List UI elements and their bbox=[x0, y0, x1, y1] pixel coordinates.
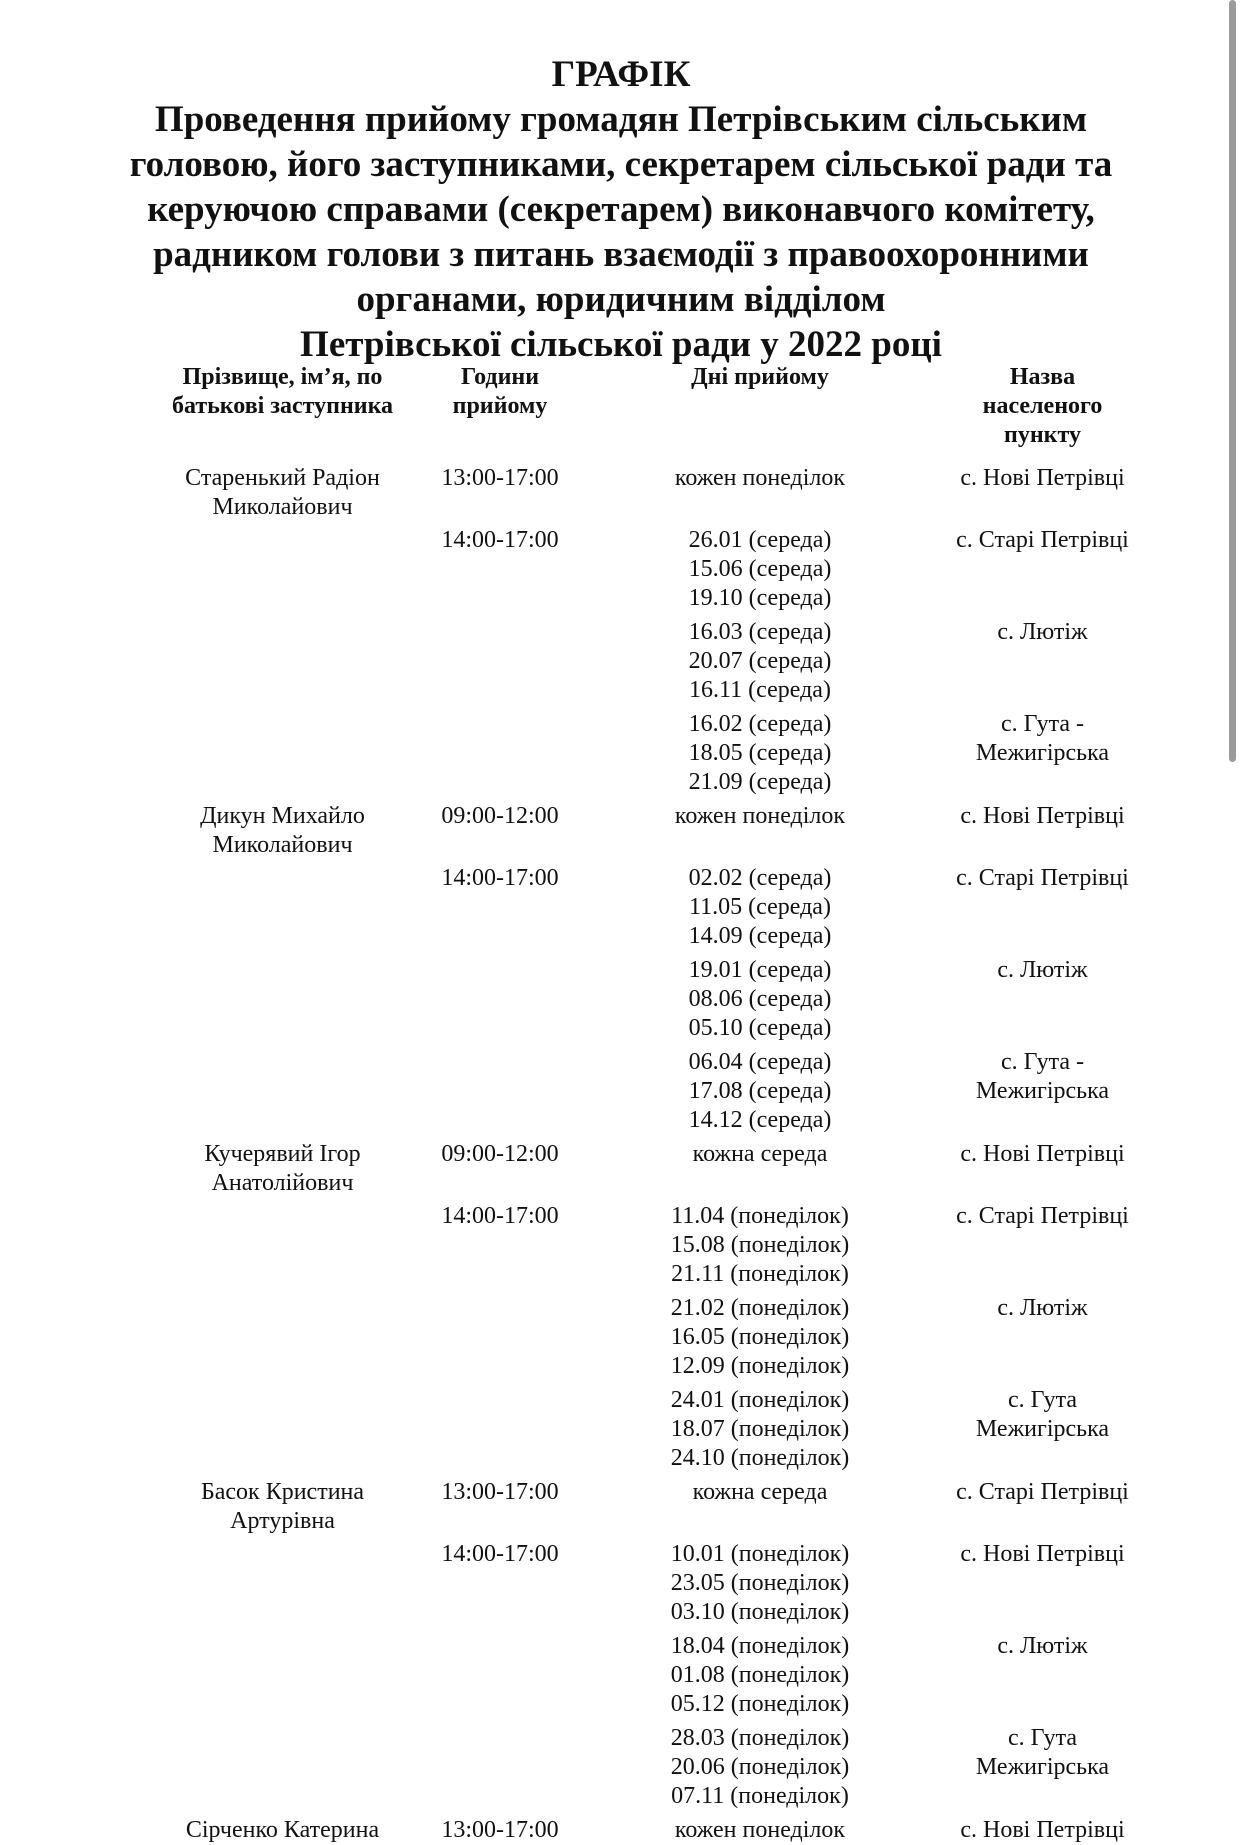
cell-text-line: 19.01 (середа) bbox=[688, 957, 832, 983]
column-header-line: населеного bbox=[982, 393, 1103, 419]
schedule-cell-place bbox=[910, 802, 1175, 831]
cell-text-line: с. Гута - bbox=[1000, 711, 1085, 737]
cell-text-line: 24.01 (понеділок) bbox=[670, 1387, 850, 1413]
title-line: органами, юридичним відділом bbox=[356, 279, 886, 320]
cell-text-line: 26.01 (середа) bbox=[688, 527, 832, 553]
cell-text-line: 03.10 (понеділок) bbox=[670, 1599, 850, 1625]
title-line: керуючою справами (секретарем) виконавчого комітету, bbox=[147, 189, 1095, 230]
cell-text-line: 24.10 (понеділок) bbox=[670, 1445, 850, 1471]
cell-text-line: 16.03 (середа) bbox=[688, 619, 832, 645]
schedule-cell-days bbox=[630, 1540, 890, 1627]
schedule-cell-place bbox=[910, 526, 1175, 555]
cell-text-line: 14:00-17:00 bbox=[441, 865, 559, 891]
schedule-cell-days bbox=[630, 802, 890, 831]
cell-text-line: 02.02 (середа) bbox=[688, 865, 832, 891]
title-line: ГРАФІК bbox=[551, 54, 691, 95]
schedule-cell-place bbox=[910, 1386, 1175, 1444]
cell-text-line: 14.09 (середа) bbox=[688, 923, 832, 949]
document-title bbox=[0, 52, 1242, 367]
column-header-place bbox=[910, 363, 1175, 450]
cell-text-line: Межигірська bbox=[975, 1754, 1110, 1780]
schedule-cell-days bbox=[630, 1294, 890, 1381]
cell-text-line: с. Старі Петрівці bbox=[956, 527, 1129, 553]
cell-text-line: Кучерявий Ігор bbox=[204, 1141, 361, 1167]
cell-text-line: 21.11 (понеділок) bbox=[671, 1261, 849, 1287]
schedule-cell-place bbox=[910, 1048, 1175, 1106]
schedule-cell-place bbox=[910, 1140, 1175, 1169]
cell-text-line: 13:00-17:00 bbox=[441, 1817, 559, 1843]
schedule-cell-name bbox=[150, 1816, 415, 1845]
schedule-cell-place bbox=[910, 464, 1175, 493]
cell-text-line: 21.09 (середа) bbox=[688, 769, 832, 795]
cell-text-line: 16.11 (середа) bbox=[689, 677, 831, 703]
cell-text-line: 09:00-12:00 bbox=[441, 1141, 559, 1167]
cell-text-line: кожен понеділок bbox=[674, 465, 846, 491]
title-line: радником голови з питань взаємодії з правоохоронними bbox=[153, 234, 1089, 275]
cell-text-line: Миколайович bbox=[212, 494, 353, 520]
column-header-line: Назва bbox=[1009, 364, 1076, 390]
cell-text-line: 16.05 (понеділок) bbox=[670, 1324, 850, 1350]
cell-text-line: 23.05 (понеділок) bbox=[670, 1570, 850, 1596]
schedule-cell-hours bbox=[420, 1202, 580, 1231]
cell-text-line: 12.09 (понеділок) bbox=[670, 1353, 850, 1379]
cell-text-line: 15.06 (середа) bbox=[688, 556, 832, 582]
schedule-cell-place bbox=[910, 864, 1175, 893]
cell-text-line: 06.04 (середа) bbox=[688, 1049, 832, 1075]
schedule-cell-place bbox=[910, 1540, 1175, 1569]
cell-text-line: Межигірська bbox=[975, 1078, 1110, 1104]
cell-text-line: 18.04 (понеділок) bbox=[670, 1633, 850, 1659]
schedule-cell-place bbox=[910, 1632, 1175, 1661]
schedule-cell-place bbox=[910, 618, 1175, 647]
cell-text-line: 05.12 (понеділок) bbox=[670, 1691, 850, 1717]
cell-text-line: с. Нові Петрівці bbox=[960, 1817, 1125, 1843]
cell-text-line: с. Лютіж bbox=[997, 1633, 1088, 1659]
schedule-cell-place bbox=[910, 956, 1175, 985]
cell-text-line: кожен понеділок bbox=[674, 803, 846, 829]
cell-text-line: Басок Кристина bbox=[200, 1479, 365, 1505]
schedule-cell-hours bbox=[420, 1816, 580, 1845]
cell-text-line: с. Нові Петрівці bbox=[960, 1541, 1125, 1567]
schedule-cell-days bbox=[630, 1202, 890, 1289]
cell-text-line: с. Лютіж bbox=[997, 1295, 1088, 1321]
schedule-cell-days bbox=[630, 710, 890, 797]
cell-text-line: кожна середа bbox=[692, 1479, 828, 1505]
cell-text-line: 08.06 (середа) bbox=[688, 986, 832, 1012]
cell-text-line: кожна середа bbox=[692, 1141, 828, 1167]
schedule-cell-days bbox=[630, 1386, 890, 1473]
cell-text-line: 09:00-12:00 bbox=[441, 803, 559, 829]
schedule-cell-hours bbox=[420, 1540, 580, 1569]
cell-text-line: с. Лютіж bbox=[997, 957, 1088, 983]
column-header-hours bbox=[420, 363, 580, 421]
column-header-line: Прізвище, ім’я, по bbox=[182, 364, 383, 390]
cell-text-line: с. Нові Петрівці bbox=[960, 465, 1125, 491]
title-line: Проведення прийому громадян Петрівським сільським bbox=[154, 99, 1088, 140]
cell-text-line: Анатолійович bbox=[211, 1170, 354, 1196]
column-header-line: пункту bbox=[1004, 422, 1081, 448]
cell-text-line: 18.07 (понеділок) bbox=[670, 1416, 850, 1442]
cell-text-line: 17.08 (середа) bbox=[688, 1078, 832, 1104]
cell-text-line: 16.02 (середа) bbox=[688, 711, 832, 737]
schedule-cell-days bbox=[630, 1816, 890, 1845]
schedule-cell-place bbox=[910, 710, 1175, 768]
cell-text-line: 19.10 (середа) bbox=[688, 585, 832, 611]
cell-text-line: с. Старі Петрівці bbox=[956, 1479, 1129, 1505]
cell-text-line: 11.05 (середа) bbox=[689, 894, 831, 920]
schedule-cell-place bbox=[910, 1294, 1175, 1323]
schedule-cell-place bbox=[910, 1478, 1175, 1507]
schedule-cell-days bbox=[630, 956, 890, 1043]
cell-text-line: Межигірська bbox=[975, 1416, 1110, 1442]
cell-text-line: с. Гута bbox=[1007, 1725, 1078, 1751]
cell-text-line: 14:00-17:00 bbox=[441, 1541, 559, 1567]
column-header-line: Години bbox=[460, 364, 540, 390]
schedule-cell-hours bbox=[420, 802, 580, 831]
cell-text-line: 14:00-17:00 bbox=[441, 1203, 559, 1229]
column-header-name bbox=[150, 363, 415, 421]
column-header-line: батькові заступника bbox=[171, 393, 394, 419]
cell-text-line: Артурівна bbox=[230, 1508, 335, 1534]
schedule-cell-hours bbox=[420, 526, 580, 555]
schedule-cell-days bbox=[630, 1140, 890, 1169]
cell-text-line: 14.12 (середа) bbox=[688, 1107, 832, 1133]
schedule-cell-days bbox=[630, 1632, 890, 1719]
schedule-cell-place bbox=[910, 1816, 1175, 1845]
cell-text-line: Межигірська bbox=[975, 740, 1110, 766]
column-header-line: Дні прийому bbox=[691, 364, 829, 390]
cell-text-line: 28.03 (понеділок) bbox=[670, 1725, 850, 1751]
schedule-cell-name bbox=[150, 464, 415, 522]
cell-text-line: 21.02 (понеділок) bbox=[670, 1295, 850, 1321]
cell-text-line: 18.05 (середа) bbox=[688, 740, 832, 766]
schedule-cell-name bbox=[150, 1140, 415, 1198]
cell-text-line: Миколайович bbox=[212, 832, 353, 858]
title-line: головою, його заступниками, секретарем сільської ради та bbox=[129, 144, 1113, 185]
schedule-cell-name bbox=[150, 1478, 415, 1536]
cell-text-line: 07.11 (понеділок) bbox=[671, 1783, 849, 1809]
cell-text-line: 13:00-17:00 bbox=[441, 465, 559, 491]
cell-text-line: 20.06 (понеділок) bbox=[670, 1754, 850, 1780]
cell-text-line: Сірченко Катерина bbox=[185, 1817, 380, 1843]
cell-text-line: 10.01 (понеділок) bbox=[670, 1541, 850, 1567]
schedule-cell-days bbox=[630, 1048, 890, 1135]
cell-text-line: 20.07 (середа) bbox=[688, 648, 832, 674]
schedule-cell-hours bbox=[420, 1478, 580, 1507]
schedule-cell-days bbox=[630, 464, 890, 493]
cell-text-line: Старенький Радіон bbox=[185, 465, 380, 491]
schedule-cell-place bbox=[910, 1724, 1175, 1782]
cell-text-line: с. Лютіж bbox=[997, 619, 1088, 645]
cell-text-line: с. Нові Петрівці bbox=[960, 1141, 1125, 1167]
cell-text-line: с. Нові Петрівці bbox=[960, 803, 1125, 829]
cell-text-line: Дикун Михайло bbox=[200, 803, 365, 829]
title-line: Петрівської сільської ради у 2022 році bbox=[300, 324, 942, 365]
cell-text-line: 15.08 (понеділок) bbox=[670, 1232, 850, 1258]
cell-text-line: 05.10 (середа) bbox=[688, 1015, 832, 1041]
cell-text-line: кожен понеділок bbox=[674, 1817, 846, 1843]
cell-text-line: с. Старі Петрівці bbox=[956, 1203, 1129, 1229]
schedule-cell-days bbox=[630, 526, 890, 613]
column-header-days bbox=[630, 363, 890, 392]
vertical-scrollbar[interactable] bbox=[1229, 0, 1236, 762]
schedule-cell-name bbox=[150, 802, 415, 860]
schedule-cell-hours bbox=[420, 464, 580, 493]
cell-text-line: 14:00-17:00 bbox=[441, 527, 559, 553]
schedule-cell-hours bbox=[420, 1140, 580, 1169]
cell-text-line: 11.04 (понеділок) bbox=[671, 1203, 849, 1229]
schedule-cell-days bbox=[630, 1478, 890, 1507]
schedule-cell-days bbox=[630, 618, 890, 705]
cell-text-line: 01.08 (понеділок) bbox=[670, 1662, 850, 1688]
schedule-cell-days bbox=[630, 864, 890, 951]
schedule-cell-place bbox=[910, 1202, 1175, 1231]
column-header-line: прийому bbox=[452, 393, 548, 419]
cell-text-line: с. Старі Петрівці bbox=[956, 865, 1129, 891]
cell-text-line: 13:00-17:00 bbox=[441, 1479, 559, 1505]
cell-text-line: с. Гута bbox=[1007, 1387, 1078, 1413]
schedule-cell-hours bbox=[420, 864, 580, 893]
cell-text-line: с. Гута - bbox=[1000, 1049, 1085, 1075]
schedule-cell-days bbox=[630, 1724, 890, 1811]
